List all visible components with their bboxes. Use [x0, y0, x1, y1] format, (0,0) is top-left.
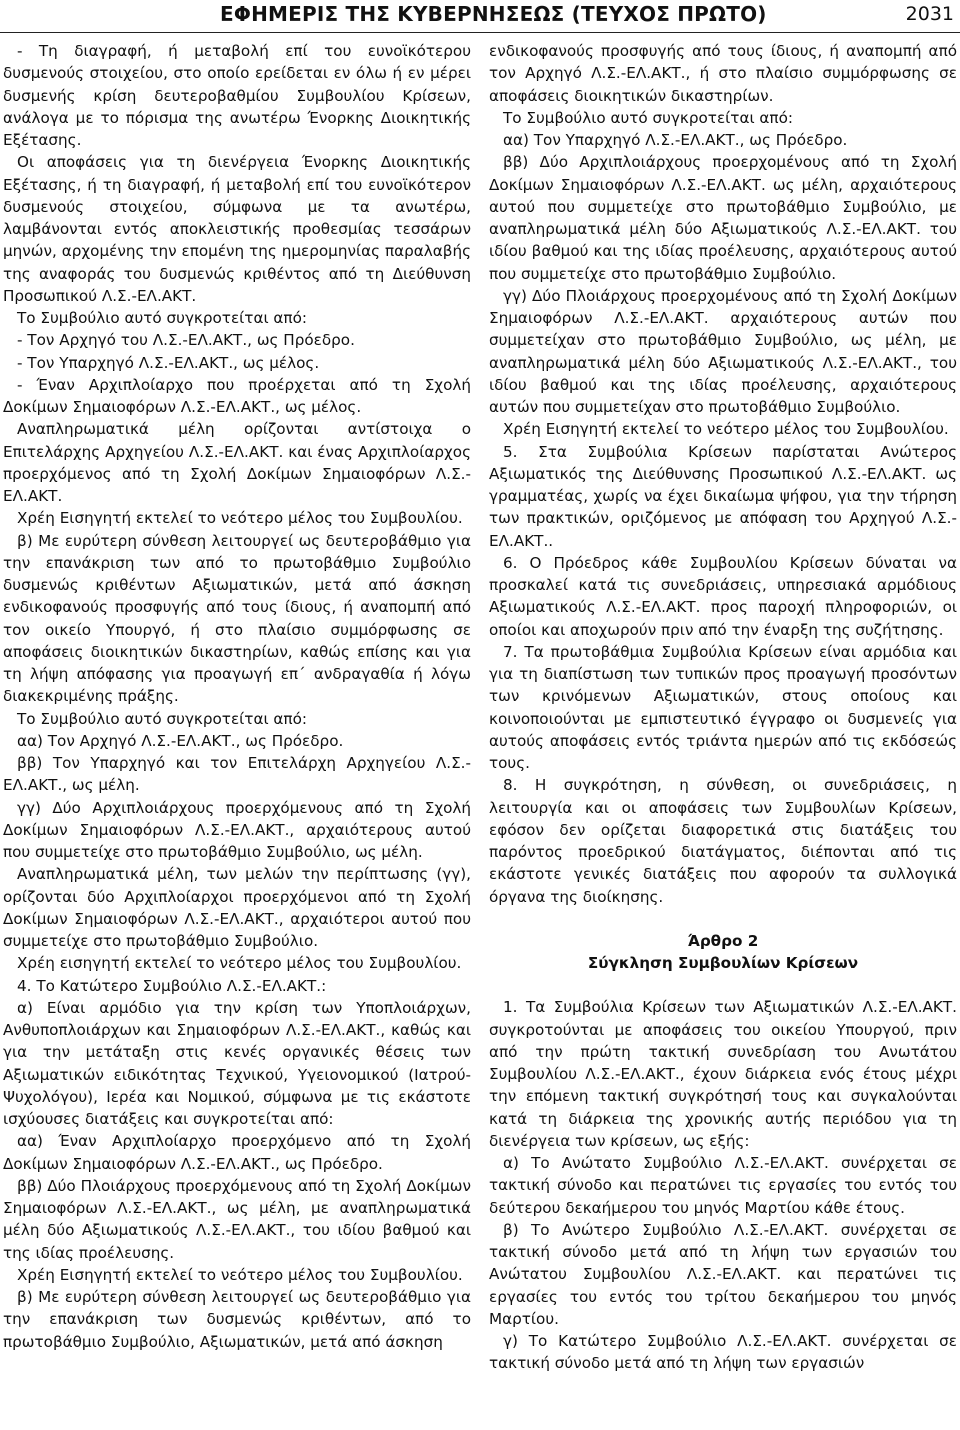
paragraph: 5. Στα Συμβούλια Κρίσεων παρίσταται Ανώτερος Αξιωματικός της Διεύθυνσης Προσωπικού Λ.Σ.-ΕΛ.ΑΚΤ. ως γραμματέας, χωρίς να έχει δικαίωμα ψήφου, για την τήρηση των πρακτικών, οριζόμενος με απόφαση του Αρχηγού Λ.Σ.-ΕΛ.ΑΚΤ..: [489, 442, 957, 550]
paragraph: αα) Έναν Αρχιπλοίαρχο προερχόμενο από τη Σχολή Δοκίμων Σημαιοφόρων Λ.Σ.-ΕΛ.ΑΚΤ., ως Πρόεδρο.: [3, 1132, 471, 1173]
paragraph: Το Συμβούλιο αυτό συγκροτείται από:: [503, 108, 793, 127]
paragraph: Το Συμβούλιο αυτό συγκροτείται από:: [17, 709, 307, 728]
right-column: [489, 40, 957, 1426]
paragraph: γ) Το Κατώτερο Συμβούλιο Λ.Σ.-ΕΛ.ΑΚΤ. συνέρχεται σε τακτική σύνοδο μετά από τη λήψη των εργασιών: [489, 1332, 957, 1373]
paragraph: - Τη διαγραφή, ή μεταβολή επί του ευνοϊκότερου δυσμενούς στοιχείου, στο οποίο ερείδεται εν όλω ή εν μέρει δυσμενής κρίση δευτεροβαθμίου Συμβουλίου Κρίσεων, ανάλογα με το πόρισμα της ανωτέρω Ένορκης Διοικητικής Εξέτασης.: [3, 42, 471, 149]
paragraph: ββ) Δύο Πλοιάρχους προερχόμενους από τη Σχολή Δοκίμων Σημαιοφόρων Λ.Σ.-ΕΛ.ΑΚΤ., ως μέλη, με αναπληρωματικά μέλη δύο Αξιωματικούς Λ.Σ.-ΕΛ.ΑΚΤ., του ιδίου βαθμού και της ιδίας προέλευσης.: [3, 1176, 471, 1262]
paragraph: 6. Ο Πρόεδρος κάθε Συμβουλίου Κρίσεων δύναται να προσκαλεί κατά τις συνεδριάσεις, υπηρεσιακά αρμόδιους Αξιωματικούς Λ.Σ.-ΕΛ.ΑΚΤ. προς παροχή πληροφοριών, οι οποίοι και αποχωρούν πριν από την έναρξη της συζήτησης.: [489, 553, 957, 639]
paragraph: - Έναν Αρχιπλοίαρχο που προέρχεται από τη Σχολή Δοκίμων Σημαιοφόρων Λ.Σ.-ΕΛ.ΑΚΤ., ως μέλος.: [3, 375, 471, 416]
paragraph: 7. Τα πρωτοβάθμια Συμβούλια Κρίσεων είναι αρμόδια και για τη διαπίστωση των τυπικών προς προαγωγή προσόντων των κρινόμενων Αξιωματικών, στους οποίους και κοινοποιούνται με εμπιστευτικό έγγραφο οι δυσμενείς για αυτούς αποφάσεις εντός τριάντα ημερών από τις εκδόσεώς τους.: [489, 642, 957, 772]
paragraph: γγ) Δύο Πλοιάρχους προερχομένους από τη Σχολή Δοκίμων Σημαιοφόρων Λ.Σ.-ΕΛ.ΑΚΤ. αρχαιότερους αυτών που συμμετείχαν στο πρωτοβάθμιο Συμβούλιο, ως μέλη, με αναπληρωματικά μέλη δύο Αξιωματικούς Λ.Σ.-ΕΛ.ΑΚΤ., του ιδίου βαθμού και της ιδίας προέλευσης, αρχαιότερους αυτών που συμμετείχαν στο πρωτοβάθμιο Συμβούλιο.: [489, 286, 957, 416]
paragraph: γγ) Δύο Αρχιπλοιάρχους προερχόμενους από τη Σχολή Δοκίμων Σημαιοφόρων Λ.Σ.-ΕΛ.ΑΚΤ., αρχαιότερους αυτού που συμμετείχε στο πρωτοβάθμιο Συμβούλιο, ως μέλη.: [3, 798, 471, 861]
spacer: [489, 908, 957, 930]
paragraph: Οι αποφάσεις για τη διενέργεια Ένορκης Διοικητικής Εξέτασης, ή τη διαγραφή, ή μεταβολή επί του ευνοϊκότερον δυσμενούς στοιχείου, σύμφωνα με τα ανωτέρω, λαμβάνονται εντός αποκλειστικής προθεσμίας τεσσάρων μηνών, αρχομένης την επομένη της ημερομηνίας παραλαβής της αναφοράς του δυσμενώς κριθέντος από τη Διεύθυνση Προσωπικού Λ.Σ.-ΕΛ.ΑΚΤ.: [3, 153, 471, 305]
header-rule: [0, 32, 960, 33]
paragraph: - Τον Υπαρχηγό Λ.Σ.-ΕΛ.ΑΚΤ., ως μέλος.: [17, 353, 320, 372]
page-number: 2031: [905, 3, 954, 25]
paragraph: ββ) Τον Υπαρχηγό και τον Επιτελάρχη Αρχηγείου Λ.Σ.-ΕΛ.ΑΚΤ., ως μέλη.: [3, 754, 471, 795]
paragraph: αα) Τον Αρχηγό Λ.Σ.-ΕΛ.ΑΚΤ., ως Πρόεδρο.: [17, 731, 344, 750]
paragraph: αα) Τον Υπαρχηγό Λ.Σ.-ΕΛ.ΑΚΤ., ως Πρόεδρο.: [503, 131, 848, 149]
paragraph: Χρέη Εισηγητή εκτελεί το νεότερο μέλος του Συμβουλίου.: [17, 1265, 463, 1284]
paragraph: α) Είναι αρμόδιο για την κρίση των Υποπλοιάρχων, Ανθυποπλοιάρχων και Σημαιοφόρων Λ.Σ.-ΕΛ.ΑΚΤ., καθώς και για την μετάταξη στις κενές οργανικές θέσεις των Αξιωματικών ειδικότητας Τεχνικού, Υγειονομικού (Ιατρού-Ψυχολόγου), Ιερέα και Νομικού, σύμφωνα με τις εκάστοτε ισχύουσες διατάξεις και συγκροτείται από:: [3, 998, 471, 1128]
paragraph: - Τον Αρχηγό του Λ.Σ.-ΕΛ.ΑΚΤ., ως Πρόεδρο.: [17, 331, 355, 350]
paragraph: Χρέη Εισηγητή εκτελεί το νεότερο μέλος του Συμβουλίου.: [17, 509, 463, 528]
paragraph: β) Το Ανώτερο Συμβούλιο Λ.Σ.-ΕΛ.ΑΚΤ. συνέρχεται σε τακτική σύνοδο μετά από τη λήψη των εργασιών του Ανώτατου Συμβουλίου Λ.Σ.-ΕΛ.ΑΚΤ. και περατώνει τις εργασίες του εντός του τρίτου δεκαήμερου του μηνός Μαρτίου.: [489, 1220, 957, 1328]
article-subheading: Σύγκληση Συμβουλίων Κρίσεων: [587, 954, 859, 972]
paragraph: ενδικοφανούς προσφυγής από τους ίδιους, ή αναπομπή από τον Αρχηγό Λ.Σ.-ΕΛ.ΑΚΤ., ή στο πλαίσιο συμμόρφωσης σε αποφάσεις διοικητικών δικαστηρίων.: [489, 42, 957, 105]
spacer: [489, 974, 957, 996]
left-column: [3, 40, 471, 1426]
paragraph: 8. Η συγκρότηση, η σύνθεση, οι συνεδριάσεις, η λειτουργία και οι αποφάσεις των Συμβουλίων Κρίσεων, εφόσον δεν ορίζεται διαφορετικά στις διατάξεις του παρόντος προεδρικού διατάγματος, διέπονται από τις εκάστοτε γενικές διατάξεις που αφορούν τα συλλογικά όργανα της διοίκησης.: [489, 776, 957, 906]
page-header: [0, 0, 960, 34]
paragraph: α) Το Ανώτατο Συμβούλιο Λ.Σ.-ΕΛ.ΑΚΤ. συνέρχεται σε τακτική σύνοδο και περατώνει τις εργασίες του εντός του δεύτερου δεκαήμερου του μηνός Μαρτίου κάθε έτους.: [489, 1154, 957, 1217]
paragraph: Αναπληρωματικά μέλη ορίζονται αντίστοιχα ο Επιτελάρχης Αρχηγείου Λ.Σ.-ΕΛ.ΑΚΤ. και ένας Αρχιπλοίαρχος προερχόμενος από τη Σχολή Δοκίμων Σημαιοφόρων Λ.Σ.-ΕΛ.ΑΚΤ.: [3, 420, 471, 505]
paragraph: 4. Το Κατώτερο Συμβούλιο Λ.Σ.-ΕΛ.ΑΚΤ.:: [17, 976, 327, 995]
paragraph: Χρέη Εισηγητή εκτελεί το νεότερο μέλος του Συμβουλίου.: [503, 420, 949, 439]
article-heading: Άρθρο 2: [687, 931, 759, 950]
paragraph: Αναπληρωματικά μέλη, των μελών την περίπτωσης (γγ), ορίζονται δύο Αρχιπλοίαρχοι προερχόμενοι από τη Σχολή Δοκίμων Σημαιοφόρων Λ.Σ.-ΕΛ.ΑΚΤ., αρχαιότεροι αυτού που συμμετείχε στο πρωτοβάθμιο Συμβούλιο.: [3, 865, 471, 950]
paragraph: β) Με ευρύτερη σύνθεση λειτουργεί ως δευτεροβάθμιο για την επανάκριση των από το πρωτοβάθμιο Συμβούλιο δυσμενώς κριθέντων Αξιωματικών, μετά από άσκηση ενδικοφανούς προσφυγής από τους ίδιους, ή αναπομπή από τον οικείο Υπουργό, ή στο πλαίσιο συμμόρφωσης σε αποφάσεις διοικητικών δικαστηρίων, καθώς επίσης και για τη λήψη απόφασης για προαγωγή επ΄ ανδραγαθία ή λόγω διακεκριμένης πράξης.: [3, 531, 471, 706]
paragraph: ββ) Δύο Αρχιπλοιάρχους προερχομένους από τη Σχολή Δοκίμων Σημαιοφόρων Λ.Σ.-ΕΛ.ΑΚΤ. ως μέλη, αρχαιότερους αυτού που συμμετείχε στο πρωτοβάθμιο Συμβούλιο, με αναπληρωματικά μέλη δύο Αξιωματικούς Λ.Σ.-ΕΛ.ΑΚΤ. του ιδίου βαθμού και της ιδίας προέλευσης, αρχαιότερους αυτού που συμμετείχε στο πρωτοβάθμιο Συμβούλιο.: [489, 153, 957, 283]
gazette-title: ΕΦΗΜΕΡΙΣ ΤΗΣ ΚΥΒΕΡΝΗΣΕΩΣ (ΤΕΥΧΟΣ ΠΡΩΤΟ): [220, 2, 767, 26]
paragraph: 1. Τα Συμβούλια Κρίσεων των Αξιωματικών Λ.Σ.-ΕΛ.ΑΚΤ. συγκροτούνται με αποφάσεις του οικείου Υπουργού, πριν από την πρώτη τακτική συνεδρίαση του Ανωτάτου Συμβουλίου Λ.Σ.-ΕΛ.ΑΚΤ., έχουν διάρκεια ενός έτους μέχρι την επόμενη τακτική συγκρότησή τους και συγκαλούνται κατά τη διάρκεια της χρονικής αυτής περιόδου για τη διενέργεια των κρίσεων, ως εξής:: [489, 998, 957, 1150]
paragraph: Το Συμβούλιο αυτό συγκροτείται από:: [17, 309, 307, 327]
paragraph: β) Με ευρύτερη σύνθεση λειτουργεί ως δευτεροβάθμιο για την επανάκριση των δυσμενώς κριθέντων, από το πρωτοβάθμιο Συμβούλιο, Αξιωματικών, μετά από άσκηση: [3, 1288, 471, 1351]
paragraph: Χρέη εισηγητή εκτελεί το νεότερο μέλος του Συμβουλίου.: [17, 954, 462, 973]
